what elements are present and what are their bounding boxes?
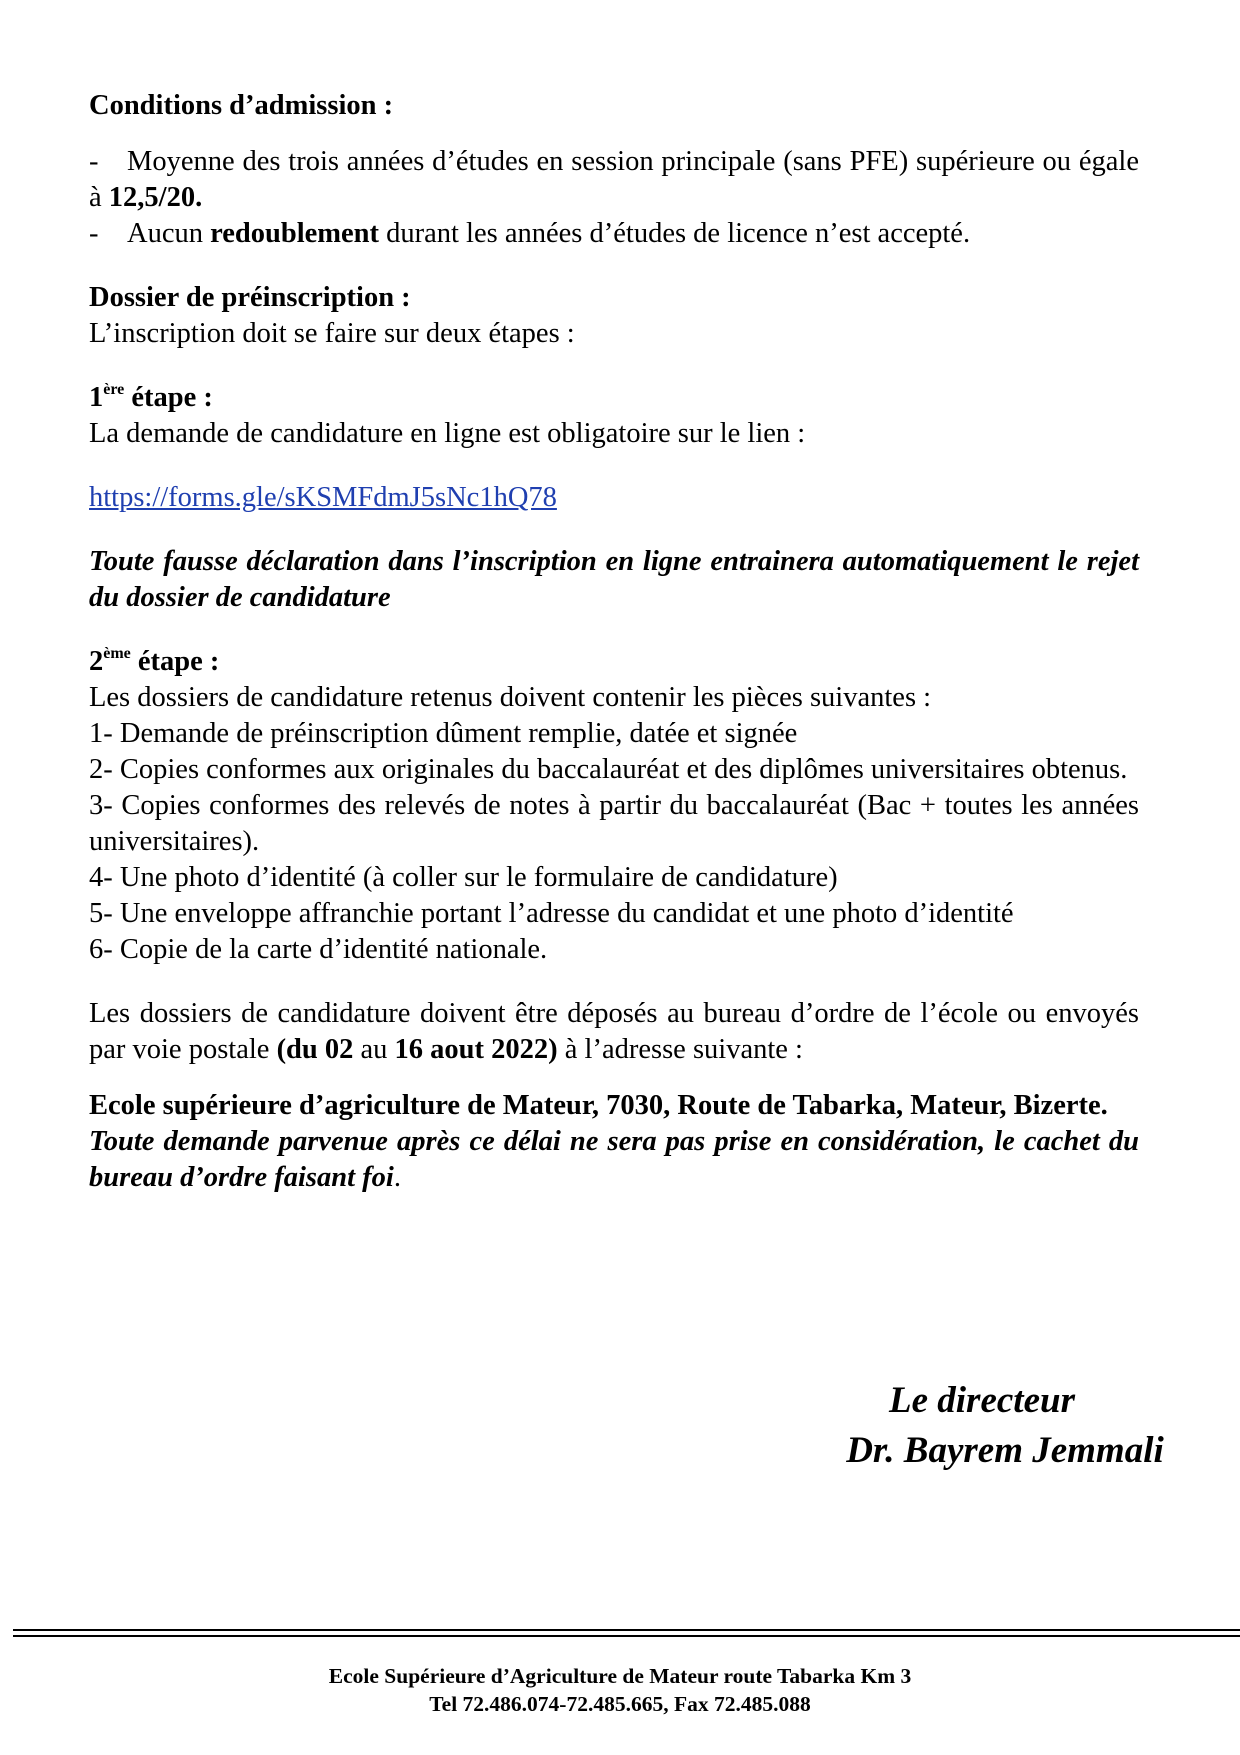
footer-divider — [13, 1629, 1240, 1631]
page-footer — [0, 1662, 1240, 1718]
footer-contact: Tel 72.486.074-72.485.665, Fax 72.485.088 — [429, 1692, 811, 1716]
admission-item-average: - Moyenne des trois années d’études en session principale (sans PFE) supérieure ou égale à 12,5/20. — [89, 146, 1139, 213]
admission-heading: Conditions d’admission : — [89, 90, 394, 121]
deadline-note: Toute demande parvenue après ce délai ne sera pas prise en considération, le cachet du bureau d’ordre faisant foi. — [89, 1126, 1139, 1193]
school-address: Ecole supérieure d’agriculture de Mateur, 7030, Route de Tabarka, Mateur, Bizerte. — [89, 1090, 1108, 1121]
signatory-name: Dr. Bayrem Jemmali — [846, 1430, 1164, 1471]
step1-heading: 1ère étape : — [89, 381, 213, 413]
list-item: 4- Une photo d’identité (à coller sur le formulaire de candidature) — [89, 862, 838, 893]
admission-item-repeat: - Aucun redoublement durant les années d’études de licence n’est accepté. — [89, 216, 1139, 252]
list-item: 1- Demande de préinscription dûment remplie, datée et signée — [89, 718, 798, 749]
document-body — [89, 88, 1139, 1196]
footer-divider — [13, 1635, 1240, 1637]
step2-heading: 2ème étape : — [89, 645, 220, 677]
application-link-line — [89, 480, 1139, 516]
signature-block — [772, 1376, 1192, 1476]
bullet-dash: - — [89, 146, 99, 177]
dossier-heading: Dossier de préinscription : — [89, 282, 411, 313]
average-threshold: 12,5/20. — [108, 182, 203, 213]
bullet-dash: - — [89, 218, 99, 249]
application-form-link[interactable]: https://forms.gle/sKSMFdmJ5sNc1hQ78 — [89, 482, 557, 513]
list-item: 3- Copies conformes des relevés de notes à partir du baccalauréat (Bac + toutes les années universitaires). — [89, 790, 1139, 857]
dossier-intro: L’inscription doit se faire sur deux étapes : — [89, 318, 575, 349]
false-declaration-warning: Toute fausse déclaration dans l’inscription en ligne entrainera automatiquement le rejet du dossier de candidature — [89, 546, 1139, 613]
deposit-instructions: Les dossiers de candidature doivent être déposés au bureau d’ordre de l’école ou envoyés par voie postale (du 02 au 16 aout 2022) à l’adresse suivante : — [89, 998, 1139, 1065]
list-item: 2- Copies conformes aux originales du baccalauréat et des diplômes universitaires obtenus. — [89, 754, 1128, 785]
list-item: 5- Une enveloppe affranchie portant l’adresse du candidat et une photo d’identité — [89, 898, 1014, 929]
footer-address: Ecole Supérieure d’Agriculture de Mateur route Tabarka Km 3 — [328, 1664, 912, 1688]
deposit-end-date: 16 aout 2022) — [394, 1034, 558, 1065]
deposit-start-date: (du 02 — [276, 1034, 354, 1065]
list-item: 6- Copie de la carte d’identité nationale. — [89, 934, 548, 965]
signatory-title: Le directeur — [889, 1380, 1075, 1421]
step2-intro: Les dossiers de candidature retenus doivent contenir les pièces suivantes : — [89, 682, 932, 713]
step1-text: La demande de candidature en ligne est obligatoire sur le lien : — [89, 418, 806, 449]
